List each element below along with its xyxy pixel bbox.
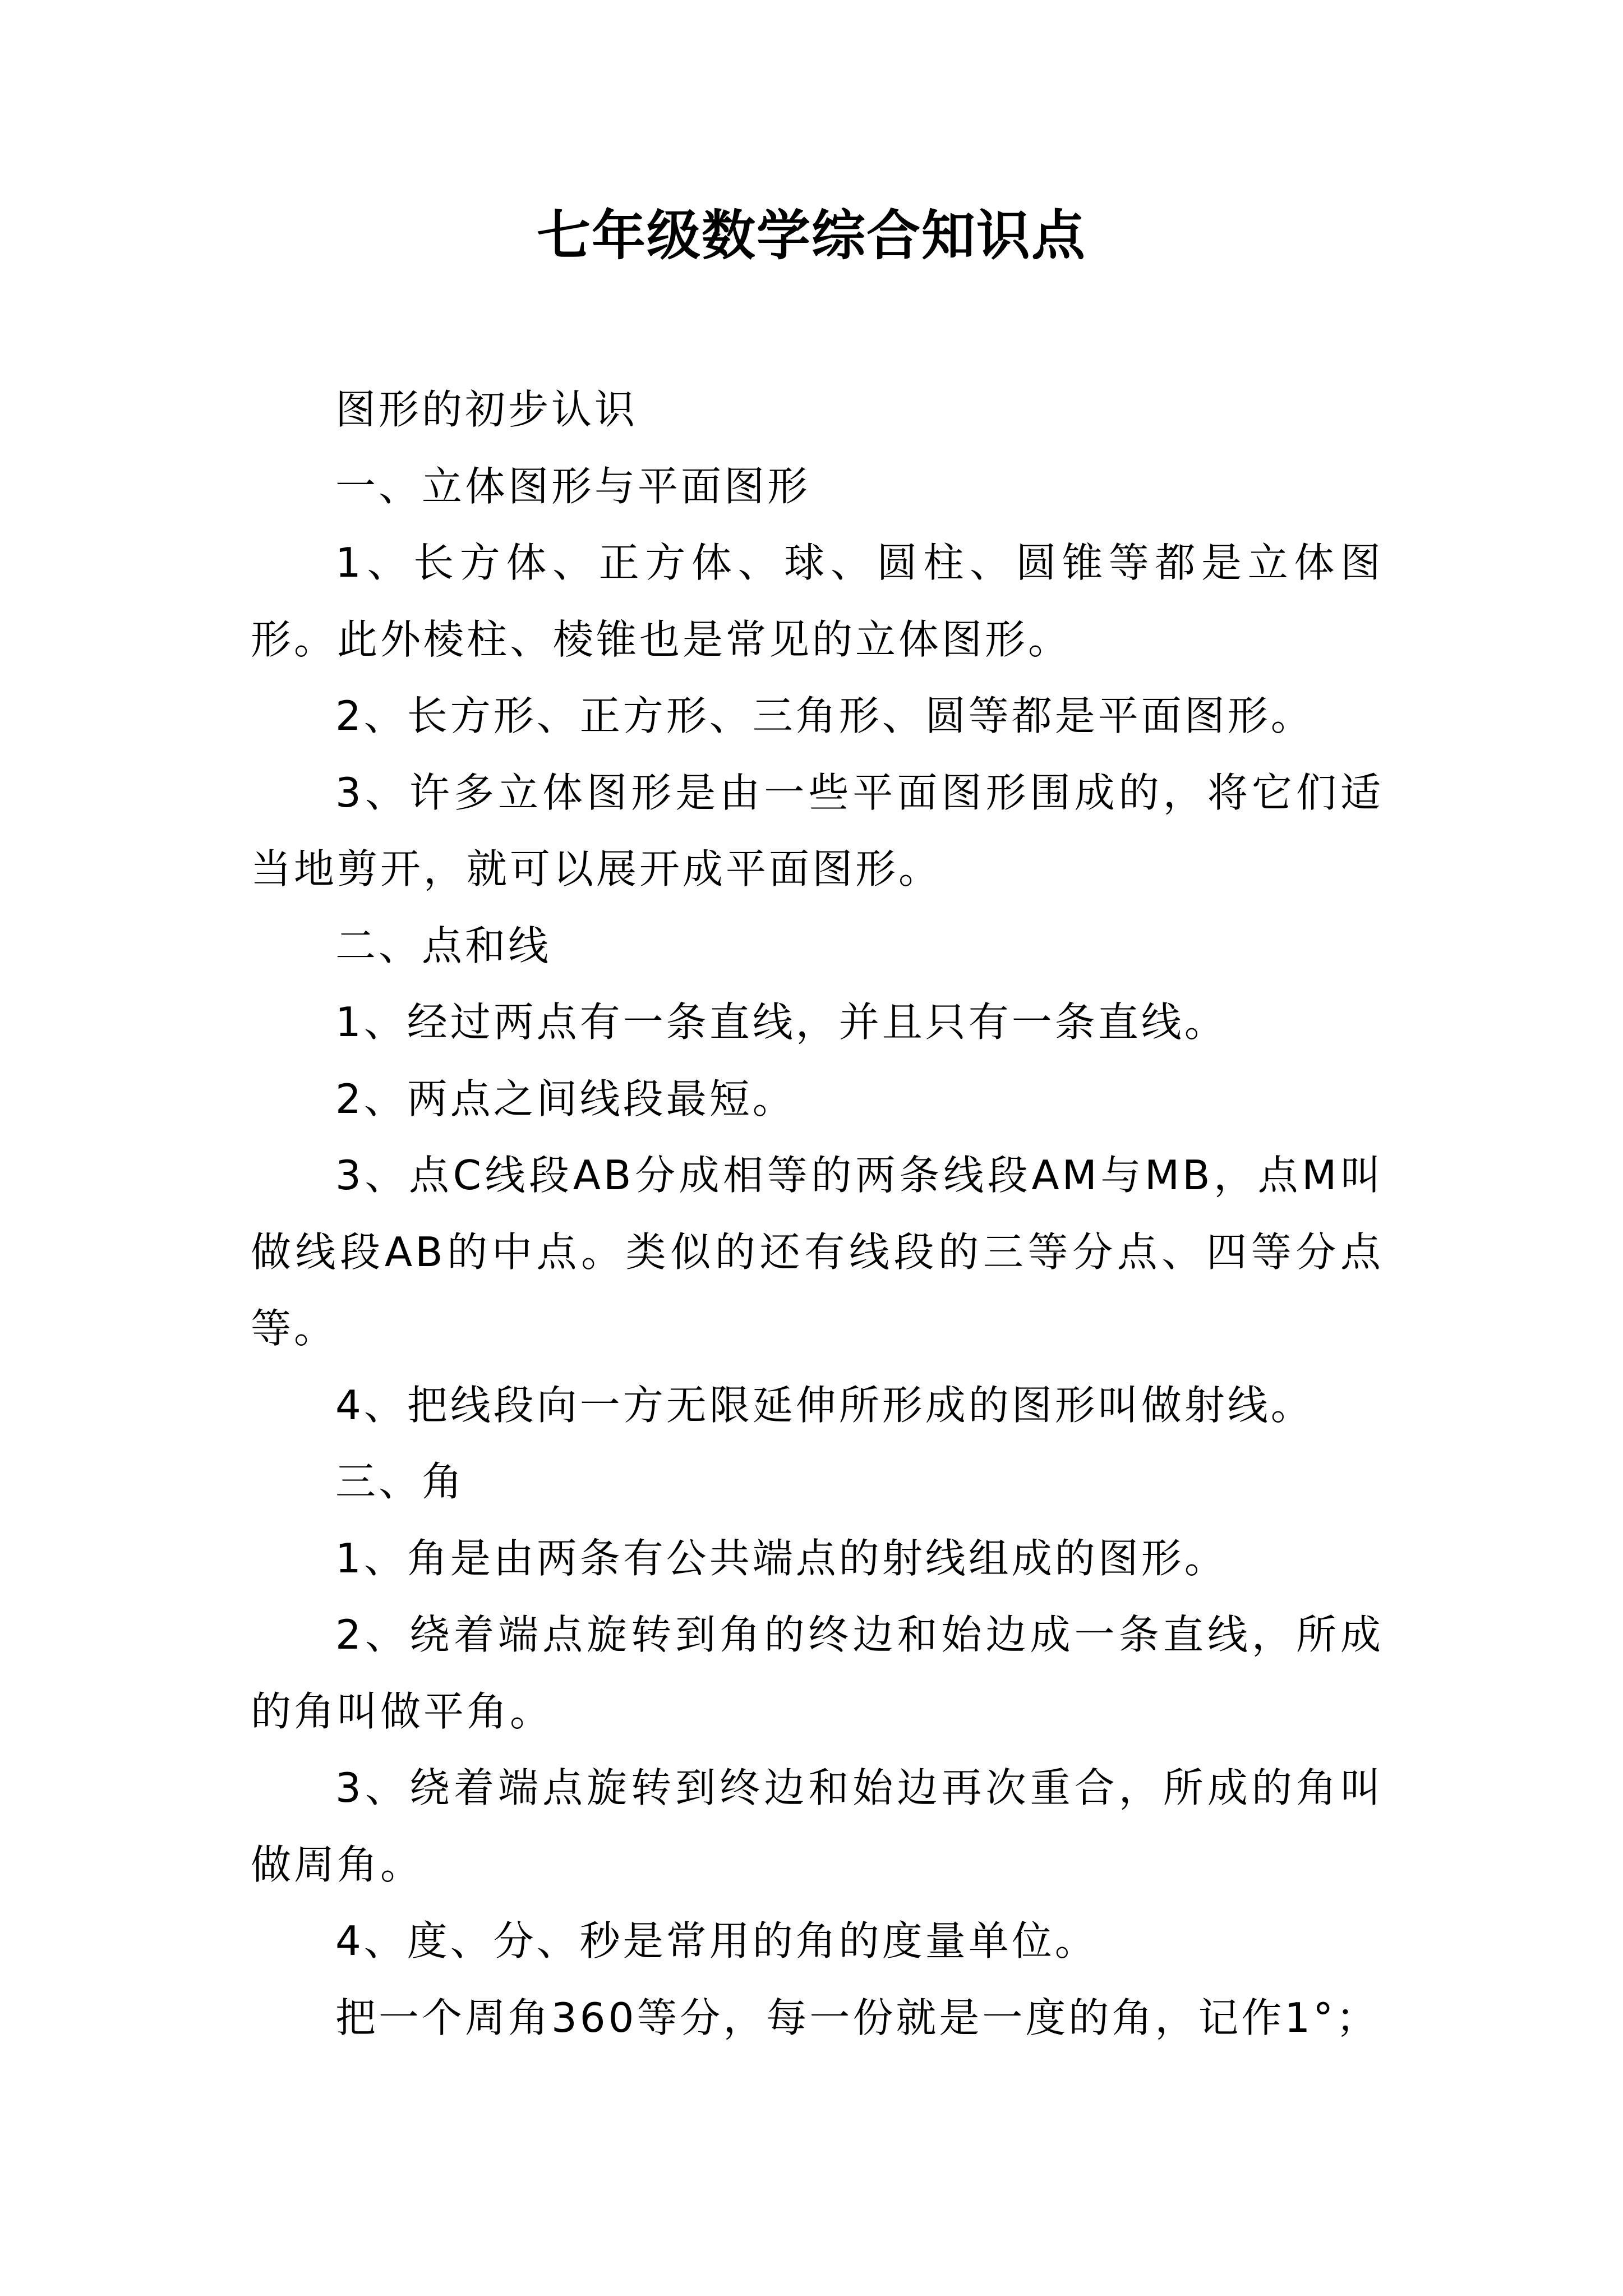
paragraph: 4、度、分、秒是常用的角的度量单位。 [335, 1917, 1098, 1964]
paragraph: 把一个周角360等分，每一份就是一度的角，记作1°； [335, 1994, 1380, 2041]
paragraph: 4、把线段向一方无限延伸所形成的图形叫做射线。 [335, 1381, 1314, 1429]
subsection-heading: 三、角 [335, 1458, 465, 1505]
document-title: 七年级数学综合知识点 [537, 204, 1086, 267]
paragraph: 3、点C线段AB分成相等的两条线段AM与MB，点M叫做线段AB的中点。类似的还有线段的三等分点、四等分点等。 [251, 1152, 1384, 1352]
paragraph: 2、两点之间线段最短。 [335, 1075, 796, 1122]
paragraph: 2、长方形、正方形、三角形、圆等都是平面图形。 [335, 692, 1314, 739]
subsection-heading: 一、立体图形与平面图形 [335, 462, 811, 510]
paragraph: 1、角是由两条有公共端点的射线组成的图形。 [335, 1534, 1228, 1582]
paragraph: 1、长方体、正方体、球、圆柱、圆锥等都是立体图形。此外棱柱、棱锥也是常见的立体图形。 [251, 539, 1384, 663]
paragraph: 1、经过两点有一条直线，并且只有一条直线。 [335, 999, 1228, 1046]
paragraph: 3、许多立体图形是由一些平面图形围成的，将它们适当地剪开，就可以展开成平面图形。 [251, 769, 1384, 892]
paragraph: 3、绕着端点旋转到终边和始边再次重合，所成的角叫做周角。 [251, 1764, 1384, 1888]
document-body [251, 371, 1384, 2056]
subsection-heading: 二、点和线 [335, 922, 552, 969]
section-heading: 图形的初步认识 [335, 386, 638, 433]
paragraph: 2、绕着端点旋转到角的终边和始边成一条直线，所成的角叫做平角。 [251, 1611, 1384, 1735]
